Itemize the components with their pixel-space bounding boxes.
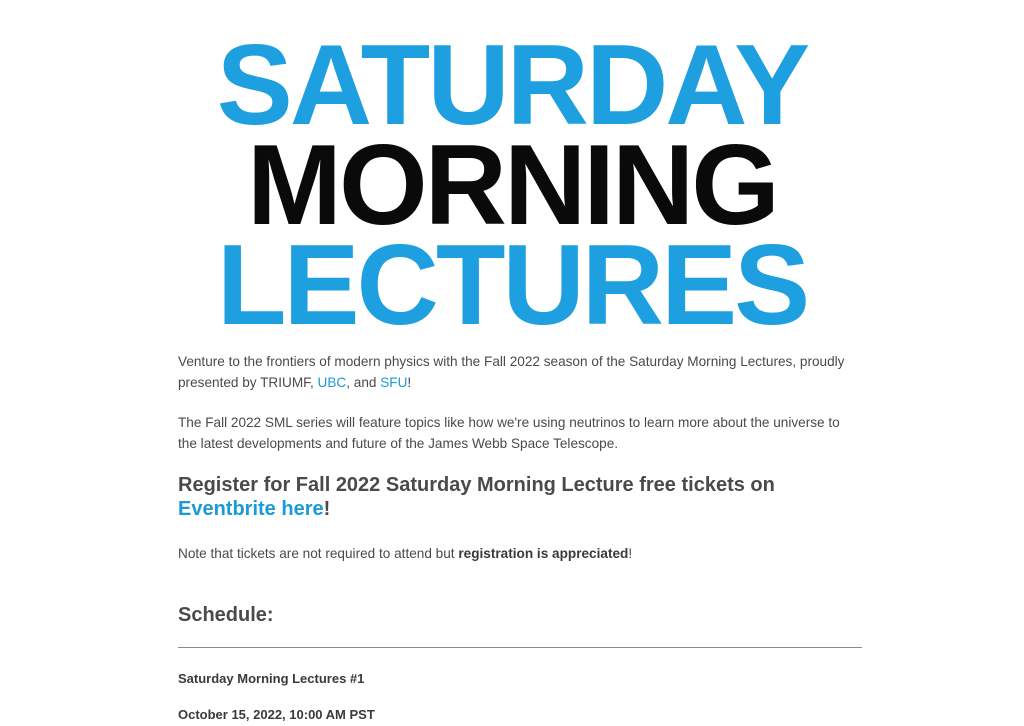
eventbrite-link[interactable]: Eventbrite here	[178, 498, 324, 520]
note-end: !	[628, 546, 633, 561]
schedule-divider	[178, 647, 862, 648]
lecture-title: Saturday Morning Lectures #1	[178, 671, 365, 686]
register-heading	[178, 473, 862, 521]
hero-line-lectures: LECTURES	[216, 222, 808, 349]
intro-text: Venture to the frontiers of modern physics with the Fall 2022 season of the Saturday Morning Lectures, proudly presented by TRIUMF,	[178, 354, 845, 390]
series-paragraph: The Fall 2022 SML series will feature topics like how we're using neutrinos to learn more about the universe to the latest developments and future of the James Webb Space Telescope.	[178, 415, 840, 451]
hero-line-saturday: SATURDAY	[216, 22, 808, 149]
note-paragraph	[178, 543, 862, 564]
register-text: Register for Fall 2022 Saturday Morning Lecture free tickets on	[178, 474, 775, 496]
lecture-date: October 15, 2022, 10:00 AM PST	[178, 707, 375, 722]
sfu-link[interactable]: SFU	[380, 375, 408, 390]
main-content	[178, 351, 862, 726]
intro-separator: , and	[346, 375, 381, 390]
intro-paragraph	[178, 351, 862, 393]
hero-line-morning: MORNING	[247, 122, 777, 249]
hero-title	[0, 22, 1024, 349]
intro-end: !	[407, 375, 412, 390]
note-text: Note that tickets are not required to attend but	[178, 546, 459, 561]
ubc-link[interactable]: UBC	[317, 375, 347, 390]
register-end: !	[323, 498, 331, 520]
note-bold: registration is appreciated	[458, 546, 629, 561]
schedule-heading: Schedule:	[178, 604, 274, 626]
